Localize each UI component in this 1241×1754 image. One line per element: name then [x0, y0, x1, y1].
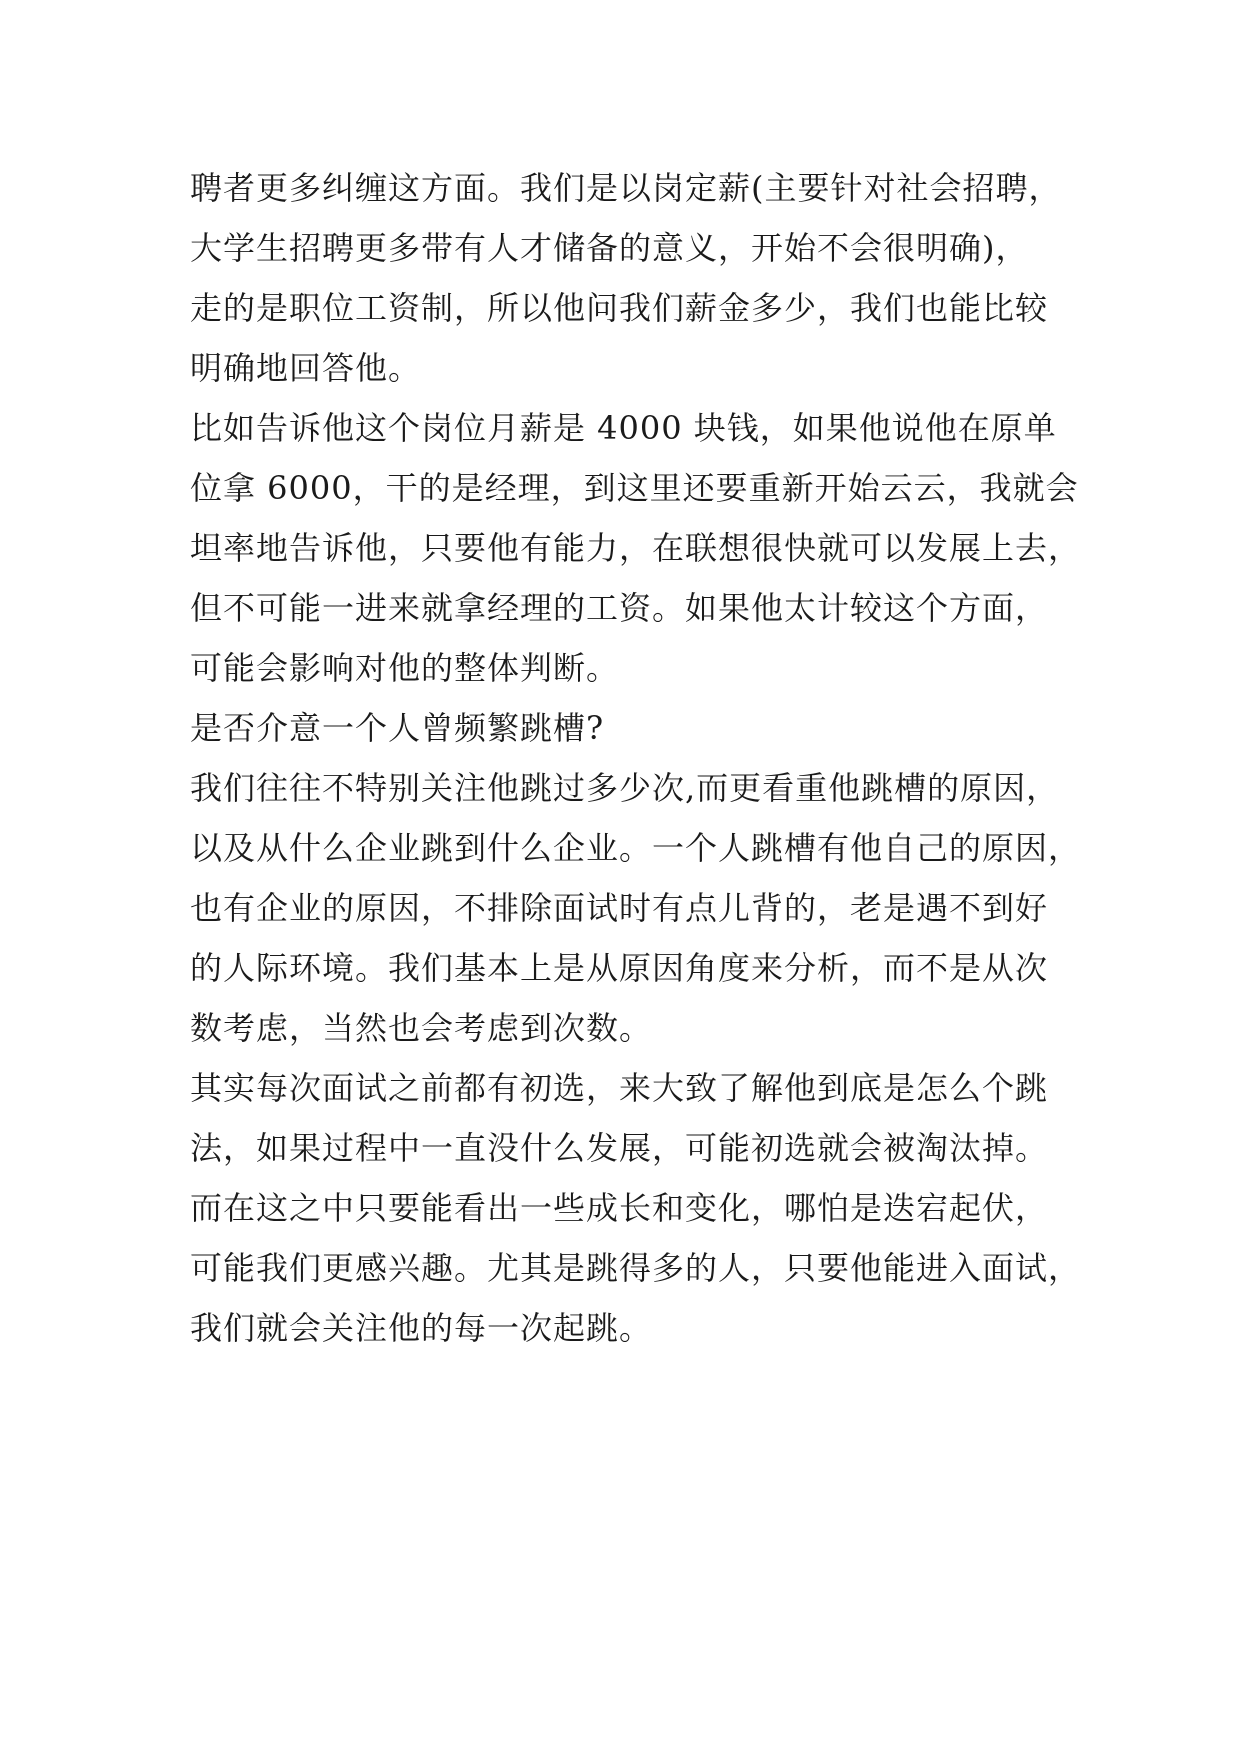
- section-question: 是否介意一个人曾频繁跳槽?: [190, 709, 605, 747]
- text-line: 可能我们更感兴趣。尤其是跳得多的人，只要他能进入面试，: [190, 1249, 1082, 1287]
- text-line: 聘者更多纠缠这方面。我们是以岗定薪(主要针对社会招聘，: [190, 169, 1062, 207]
- text-line: 而在这之中只要能看出一些成长和变化，哪怕是迭宕起伏，: [190, 1189, 1049, 1227]
- text-line: 但不可能一进来就拿经理的工资。如果他太计较这个方面，: [190, 589, 1049, 627]
- text-line: 可能会影响对他的整体判断。: [190, 649, 620, 687]
- text-line: 走的是职位工资制，所以他问我们薪金多少，我们也能比较: [190, 289, 1049, 327]
- text-line: 也有企业的原因，不排除面试时有点儿背的，老是遇不到好: [190, 889, 1049, 927]
- text-line: 大学生招聘更多带有人才储备的意义，开始不会很明确)，: [190, 229, 1029, 267]
- document-body: [190, 158, 1082, 1358]
- text-line: 比如告诉他这个岗位月薪是 4000 块钱，如果他说他在原单: [190, 409, 1057, 447]
- text-line: 位拿 6000，干的是经理，到这里还要重新开始云云，我就会: [190, 469, 1079, 507]
- text-line: 以及从什么企业跳到什么企业。一个人跳槽有他自己的原因，: [190, 829, 1082, 867]
- text-line: 的人际环境。我们基本上是从原因角度来分析，而不是从次: [190, 949, 1049, 987]
- text-line: 其实每次面试之前都有初选，来大致了解他到底是怎么个跳: [190, 1069, 1049, 1107]
- text-line: 法，如果过程中一直没什么发展，可能初选就会被淘汰掉。: [190, 1129, 1049, 1167]
- text-line: 数考虑，当然也会考虑到次数。: [190, 1009, 653, 1047]
- text-line: 我们往往不特别关注他跳过多少次,而更看重他跳槽的原因，: [190, 769, 1060, 807]
- text-line: 明确地回答他。: [190, 349, 422, 387]
- text-line: 我们就会关注他的每一次起跳。: [190, 1309, 653, 1347]
- text-line: 坦率地告诉他，只要他有能力，在联想很快就可以发展上去，: [190, 529, 1082, 567]
